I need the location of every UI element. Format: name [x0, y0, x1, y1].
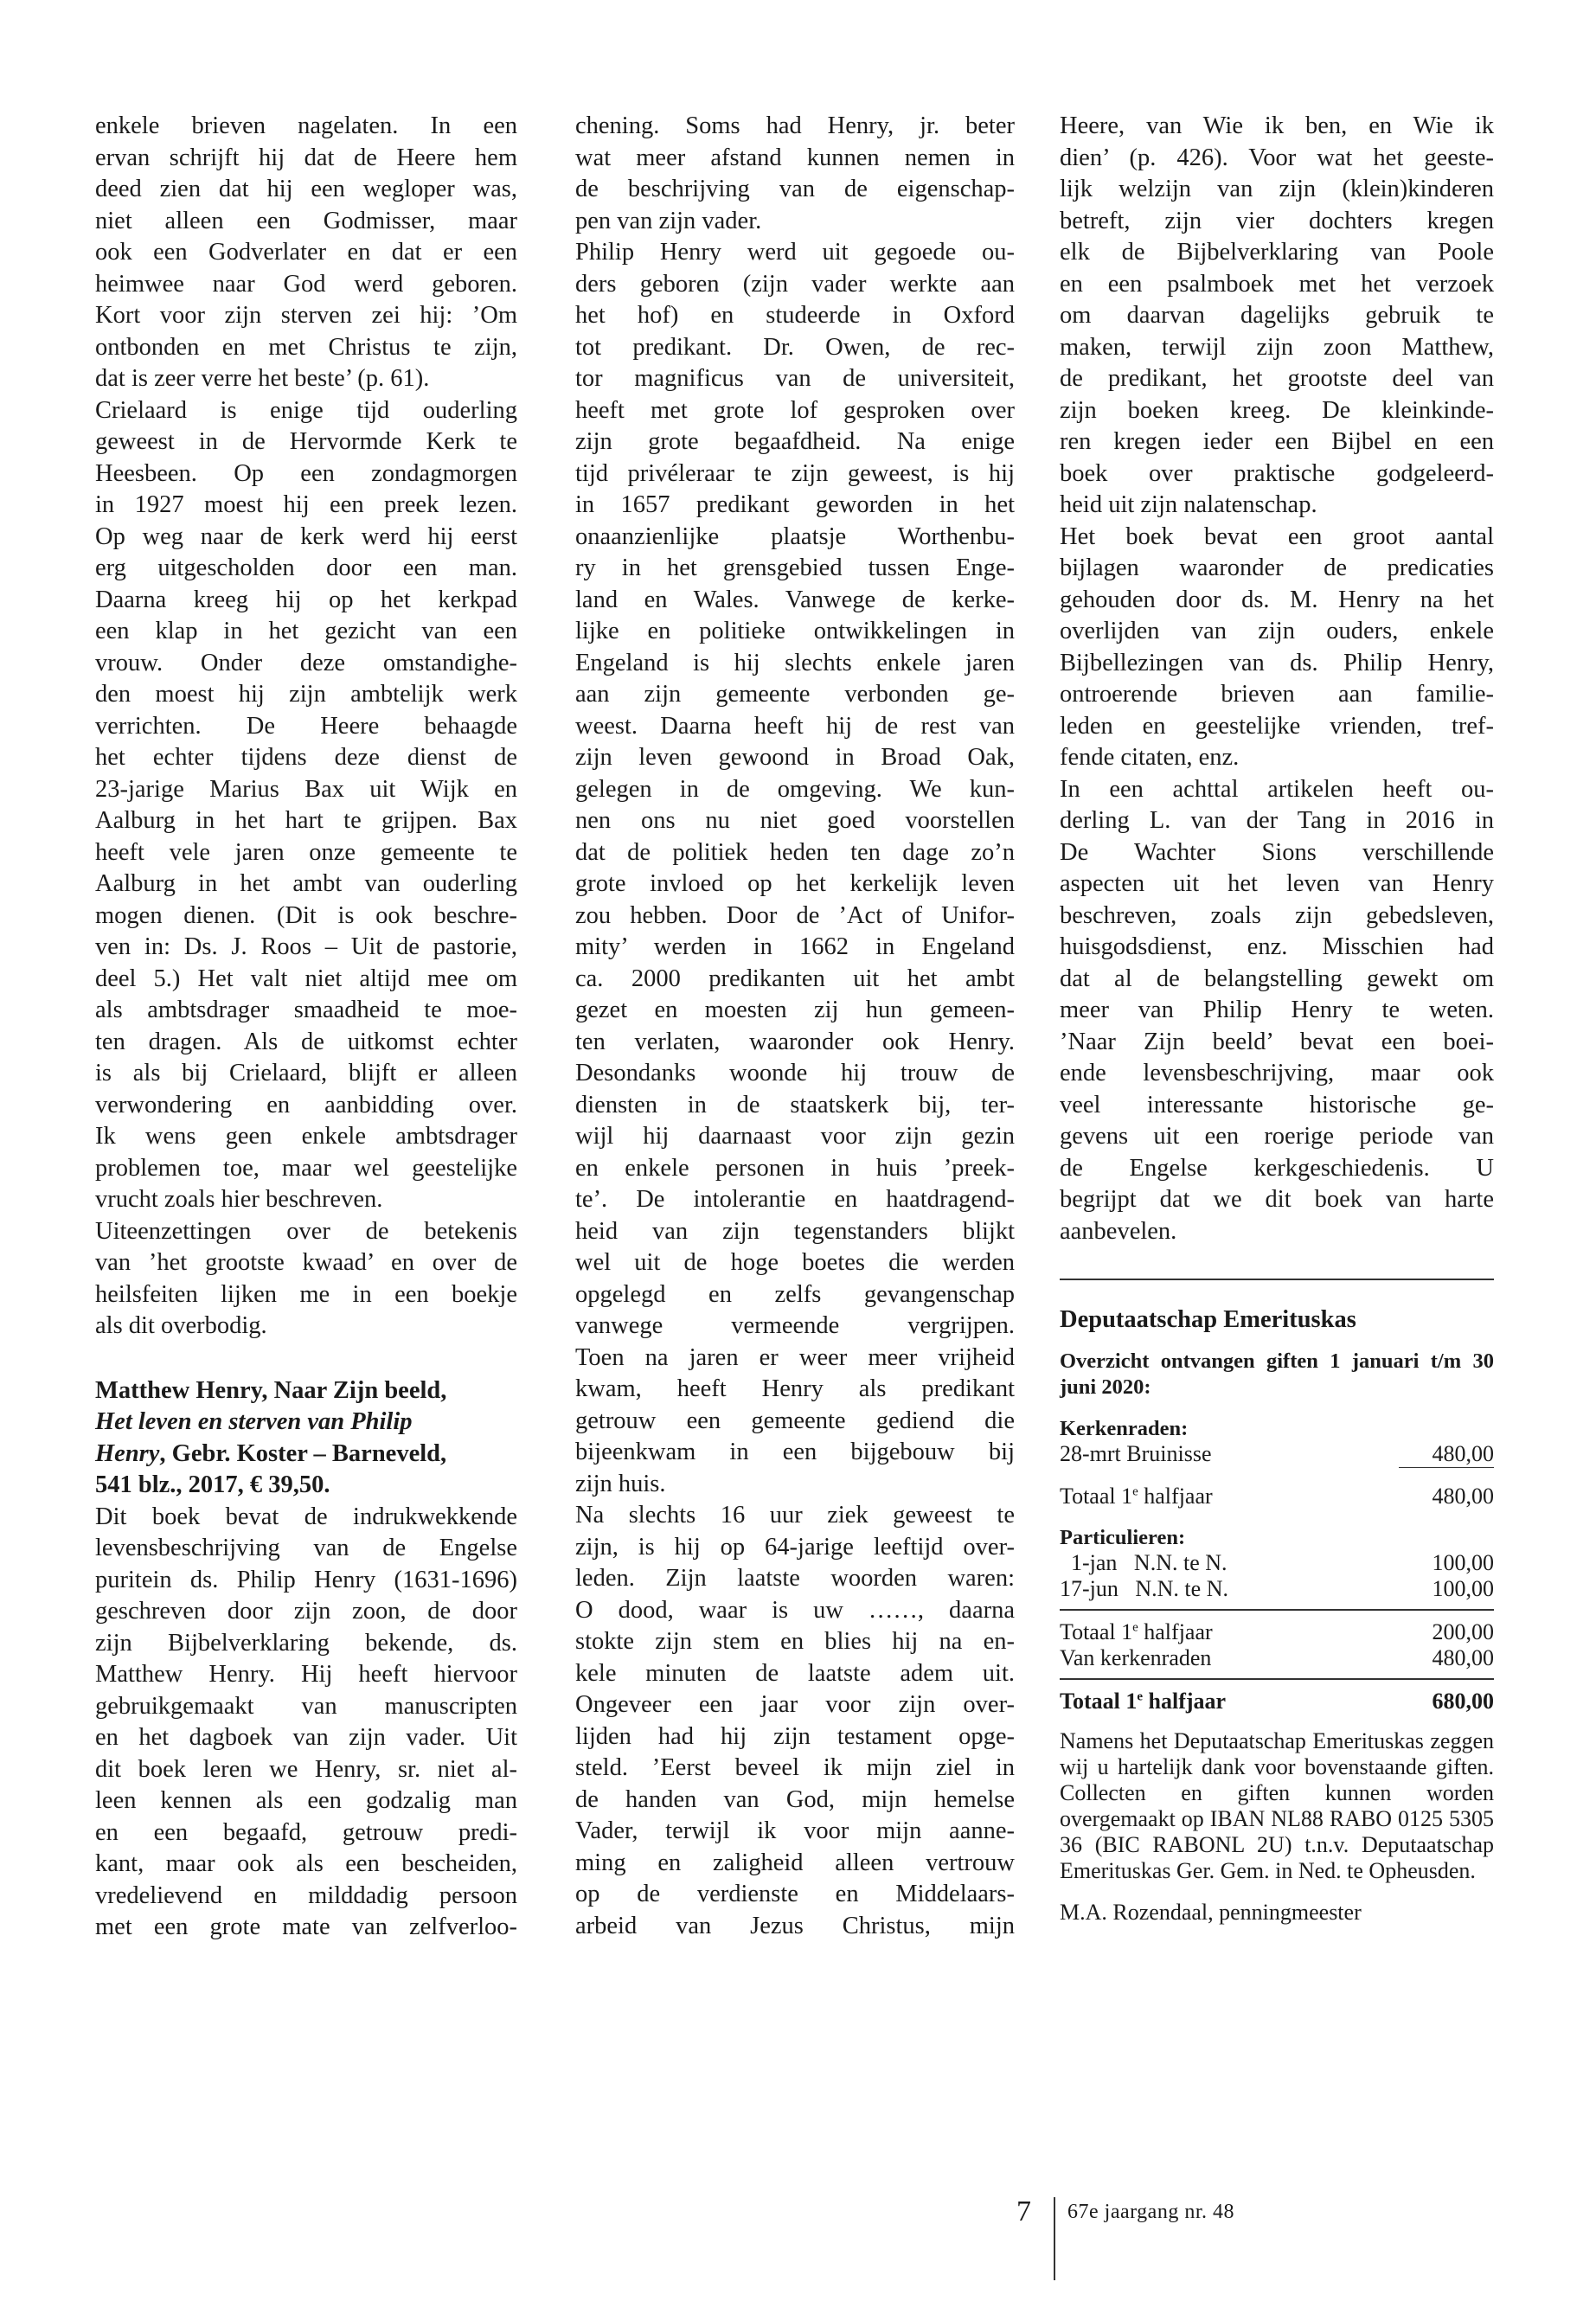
- col1-text-2: [95, 1502, 517, 1944]
- text-line: de predikant, het grootste deel van: [1060, 365, 1494, 392]
- text-line: heimwee naar God werd geboren.: [95, 270, 517, 298]
- text-line: Dit boek bevat de indrukwekkende: [95, 1503, 517, 1530]
- text-line: vredelievend en milddadig persoon: [95, 1881, 517, 1909]
- text-line: Daarna kreeg hij op het kerkpad: [95, 586, 517, 613]
- col2-text: [575, 111, 1015, 1942]
- text-line: als dit overbodig.: [95, 1312, 267, 1339]
- text-line: dien’ (p. 426). Voor wat het geeste-: [1060, 144, 1494, 171]
- text-line: deel 5.) Het valt niet altijd mee om: [95, 965, 517, 992]
- text-line: lijke en politieke ontwikkelingen in: [575, 618, 1015, 644]
- text-line: aanbevelen.: [1060, 1217, 1177, 1245]
- col3-text: [1060, 111, 1494, 1247]
- text-line: ende levensbeschrijving, maar ook: [1060, 1060, 1494, 1086]
- box-divider: [1060, 1279, 1494, 1280]
- text-line: arbeid van Jezus Christus, mijn: [575, 1912, 1015, 1939]
- text-line: wel uit de hoge boetes die werden: [575, 1249, 1015, 1276]
- text-line: zijn grote begaafdheid. Na enige: [575, 428, 1015, 455]
- text-line: Philip Henry werd uit gegoede ou-: [575, 239, 1015, 266]
- review-title-line-3: Henry: [95, 1439, 160, 1467]
- text-line: zijn huis.: [575, 1470, 666, 1497]
- kerkenraden-total-row: [1060, 1484, 1494, 1509]
- text-line: geschreven door zijn zoon, de door: [95, 1598, 517, 1625]
- text-line: ervan schrijft hij dat de Heere hem: [95, 144, 517, 171]
- text-line: De Wachter Sions verschillende: [1060, 838, 1494, 866]
- footer-divider: [1054, 2197, 1055, 2280]
- text-line: zijn leven gewoond in Broad Oak,: [575, 744, 1015, 771]
- text-line: in 1657 predikant geworden in het: [575, 491, 1015, 518]
- text-line: tor magnificus van de universiteit,: [575, 365, 1015, 392]
- text-line: onaanzienlijke plaatsje Worthenbu-: [575, 522, 1015, 550]
- text-line: elk de Bijbelverklaring van Poole: [1060, 239, 1494, 266]
- text-line: enkele brieven nagelaten. In een: [95, 112, 517, 139]
- text-line: en een begaafd, getrouw predi-: [95, 1818, 517, 1846]
- row-amount: 480,00: [1432, 1644, 1494, 1670]
- text-line: en enkele personen in huis ’preek-: [575, 1154, 1015, 1182]
- row-amount: 480,00: [1432, 1483, 1494, 1509]
- text-line: puritein ds. Philip Henry (1631-1696): [95, 1566, 517, 1593]
- text-line: fende citaten, enz.: [1060, 744, 1240, 771]
- text-line: is als bij Crielaard, blijft er alleen: [95, 1060, 517, 1086]
- text-line: ook een Godverlater en dat er een: [95, 239, 517, 266]
- text-line: In een achttal artikelen heeft ou-: [1060, 775, 1494, 803]
- sum-rule: [1060, 1609, 1494, 1611]
- text-line: den moest hij zijn ambtelijk werk: [95, 681, 517, 708]
- text-line: Bijbellezingen van ds. Philip Henry,: [1060, 649, 1494, 676]
- text-line: geweest in de Hervormde Kerk te: [95, 428, 517, 455]
- row-amount: 680,00: [1432, 1688, 1494, 1714]
- text-line: dit boek leren we Henry, sr. niet al-: [95, 1755, 517, 1783]
- row-amount: 100,00: [1432, 1575, 1494, 1601]
- row-label: 28-mrt Bruinisse: [1060, 1440, 1212, 1466]
- text-line: de Engelse kerkgeschiedenis. U: [1060, 1154, 1494, 1182]
- row-label: Totaal 1e halfjaar: [1060, 1618, 1213, 1644]
- text-line: Desondanks woonde hij trouw de: [575, 1060, 1015, 1086]
- text-line: Heere, van Wie ik ben, en Wie ik: [1060, 112, 1494, 139]
- text-line: nen ons nu niet goed voorstellen: [575, 807, 1015, 834]
- text-line: ontroerende brieven aan familie-: [1060, 681, 1494, 708]
- text-line: diensten in de staatskerk bij, ter-: [575, 1091, 1015, 1118]
- text-line: lijk welzijn van zijn (klein)kinderen: [1060, 176, 1494, 202]
- text-line: heid uit zijn nalatenschap.: [1060, 491, 1317, 518]
- text-line: ten dragen. Als de uitkomst echter: [95, 1028, 517, 1055]
- review-heading: [95, 1375, 517, 1502]
- text-line: gehouden door ds. M. Henry na het: [1060, 586, 1494, 613]
- text-line: ren kregen ieder een Bijbel en een: [1060, 428, 1494, 455]
- text-line: Toen na jaren er weer meer vrijheid: [575, 1343, 1015, 1371]
- text-line: verrichten. De Heere behaagde: [95, 712, 517, 740]
- text-line: Engeland is hij slechts enkele jaren: [575, 649, 1015, 676]
- text-line: zijn Bijbelverklaring bekende, ds.: [95, 1629, 517, 1657]
- text-line: dat al de belangstelling gewekt om: [1060, 965, 1494, 992]
- particulieren-row: [1060, 1576, 1494, 1602]
- column-3: [1060, 111, 1494, 1926]
- text-line: aspecten uit het leven van Henry: [1060, 870, 1494, 897]
- text-line: bijeenkwam in een bijgebouw bij: [575, 1439, 1015, 1465]
- text-line: mogen dienen. (Dit is ook beschre-: [95, 901, 517, 929]
- van-kerkenraden-row: [1060, 1645, 1494, 1671]
- review-title-line-1: Matthew Henry, Naar Zijn beeld,: [95, 1376, 447, 1404]
- row-label: 1-jan N.N. te N.: [1060, 1549, 1227, 1575]
- text-line: ten verlaten, waaronder ook Henry.: [575, 1028, 1015, 1055]
- text-line: van ’het grootste kwaad’ en over de: [95, 1249, 517, 1276]
- text-line: als ambtsdrager smaadheid te moe-: [95, 997, 517, 1023]
- text-line: de beschrijving van de eigenschap-: [575, 176, 1015, 202]
- row-label: Van kerkenraden: [1060, 1644, 1212, 1670]
- box-subtitle: Overzicht ontvangen giften 1 januari t/m 30 juni 2020:: [1060, 1349, 1494, 1399]
- review-title-line-5: 541 blz., 2017, € 39,50.: [95, 1471, 330, 1498]
- text-line: niet alleen een Godmisser, maar: [95, 207, 517, 234]
- review-title-line-2: Het leven en sterven van Philip: [95, 1408, 413, 1435]
- text-line: deed zien dat hij een wegloper was,: [95, 176, 517, 202]
- text-line: Op weg naar de kerk werd hij eerst: [95, 522, 517, 550]
- text-line: grote invloed op het kerkelijk leven: [575, 870, 1015, 897]
- text-line: bijlagen waaronder de predicaties: [1060, 554, 1494, 581]
- text-line: ca. 2000 predikanten uit het ambt: [575, 965, 1015, 992]
- text-line: wat meer afstand kunnen nemen in: [575, 144, 1015, 171]
- column-1: [95, 111, 517, 1944]
- text-line: weest. Daarna heeft hij de rest van: [575, 712, 1015, 740]
- text-line: opgelegd en zelfs gevangenschap: [575, 1280, 1015, 1308]
- text-line: begrijpt dat we dit boek van harte: [1060, 1186, 1494, 1213]
- text-line: heeft met grote lof gesproken over: [575, 396, 1015, 424]
- text-line: leden. Zijn laatste woorden waren:: [575, 1565, 1015, 1592]
- text-line: overlijden van zijn ouders, enkele: [1060, 618, 1494, 644]
- text-line: Na slechts 16 uur ziek geweest te: [575, 1502, 1015, 1529]
- text-line: te’. De intolerantie en haatdragend-: [575, 1186, 1015, 1213]
- text-line: Ongeveer een jaar voor zijn over-: [575, 1691, 1015, 1718]
- text-line: in 1927 moest hij een preek lezen.: [95, 491, 517, 518]
- text-line: wijl hij daarnaast voor zijn gezin: [575, 1123, 1015, 1150]
- text-line: gevens uit een roerige periode van: [1060, 1123, 1494, 1150]
- text-line: ’Naar Zijn beeld’ bevat een boei-: [1060, 1028, 1494, 1055]
- text-line: maken, terwijl zijn zoon Matthew,: [1060, 333, 1494, 361]
- text-line: levensbeschrijving van de Engelse: [95, 1535, 517, 1561]
- text-line: en het dagboek van zijn vader. Uit: [95, 1724, 517, 1751]
- box-title: Deputaatschap Emerituskas: [1060, 1306, 1356, 1333]
- page-number: 7: [1016, 2195, 1031, 2227]
- text-line: vrucht zoals hier beschreven.: [95, 1186, 383, 1213]
- text-line: chening. Soms had Henry, jr. beter: [575, 112, 1015, 139]
- text-line: leen kennen als een godzalig man: [95, 1787, 517, 1814]
- text-line: op de verdienste en Middelaars-: [575, 1881, 1015, 1907]
- text-line: getrouw een gemeente gediend die: [575, 1407, 1015, 1434]
- text-line: mity’ werden in 1662 in Engeland: [575, 933, 1015, 960]
- thanks-text: Namens het Deputaatschap Emerituskas zeggen wij u hartelijk dank voor bovenstaande giften. Collecten en giften kunnen worden overgemaakt op IBAN NL88 RABO 0125 5305 36 (BIC RABONL 2U) t.n.v. Deputaatschap Emerituskas Ger. Gem. in Ned. te Opheusden.: [1060, 1727, 1494, 1883]
- text-line: ming en zaligheid alleen vertrouw: [575, 1849, 1015, 1876]
- text-line: een klap in het gezicht van een: [95, 618, 517, 644]
- column-2: [575, 111, 1015, 1942]
- text-line: verwondering en aanbidding over.: [95, 1091, 517, 1118]
- text-line: Vader, terwijl ik voor mijn aanne-: [575, 1817, 1015, 1844]
- text-line: derling L. van der Tang in 2016 in: [1060, 807, 1494, 834]
- text-line: tijd privéleraar te zijn geweest, is hij: [575, 459, 1015, 487]
- text-line: ven in: Ds. J. Roos – Uit de pastorie,: [95, 933, 517, 960]
- text-line: 23-jarige Marius Bax uit Wijk en: [95, 775, 517, 803]
- text-line: kwam, heeft Henry als predikant: [575, 1375, 1015, 1402]
- text-line: heeft vele jaren onze gemeente te: [95, 838, 517, 866]
- text-line: Aalburg in het ambt van ouderling: [95, 870, 517, 897]
- text-line: pen van zijn vader.: [575, 207, 762, 234]
- review-title-line-4: , Gebr. Koster – Barneveld,: [159, 1439, 447, 1467]
- issue-label: 67e jaargang nr. 48: [1067, 2201, 1235, 2223]
- text-line: zijn boeken kreeg. De kleinkinde-: [1060, 396, 1494, 424]
- text-line: gezet en moesten zij hun gemeen-: [575, 997, 1015, 1023]
- text-line: vrouw. Onder deze omstandighe-: [95, 649, 517, 676]
- text-line: tot predikant. Dr. Owen, de rec-: [575, 333, 1015, 361]
- kerkenraden-row: [1060, 1441, 1494, 1468]
- col1-text: [95, 111, 517, 1343]
- sum-rule: [1060, 1678, 1494, 1680]
- text-line: Aalburg in het hart te grijpen. Bax: [95, 807, 517, 834]
- text-line: het echter tijdens deze dienst de: [95, 744, 517, 771]
- text-line: om daarvan dagelijks gebruik te: [1060, 302, 1494, 329]
- text-line: zijn, is hij op 64-jarige leeftijd over-: [575, 1533, 1015, 1561]
- text-line: Crielaard is enige tijd ouderling: [95, 396, 517, 424]
- text-line: Heesbeen. Op een zondagmorgen: [95, 459, 517, 487]
- text-line: steld. ’Eerst beveel ik mijn ziel in: [575, 1754, 1015, 1781]
- text-line: heid van zijn tegenstanders blijkt: [575, 1217, 1015, 1245]
- donations-box: [1060, 1304, 1494, 1926]
- text-line: Matthew Henry. Hij heeft hiervoor: [95, 1661, 517, 1688]
- text-line: en een psalmboek met het verzoek: [1060, 270, 1494, 298]
- signature: M.A. Rozendaal, penningmeester: [1060, 1899, 1362, 1925]
- grand-total-row: [1060, 1689, 1494, 1715]
- text-line: gebruikgemaakt van manuscripten: [95, 1692, 517, 1720]
- text-line: boek over praktische godgeleerd-: [1060, 459, 1494, 487]
- text-line: Kort voor zijn sterven zei hij: ’Om: [95, 302, 517, 329]
- text-line: leden en geestelijke vrienden, tref-: [1060, 712, 1494, 740]
- text-line: O dood, waar is uw ……, daarna: [575, 1596, 1015, 1624]
- text-line: zou hebben. Door de ’Act of Unifor-: [575, 901, 1015, 929]
- text-line: beschreven, zoals zijn gebedsleven,: [1060, 901, 1494, 929]
- text-line: Uiteenzettingen over de betekenis: [95, 1217, 517, 1245]
- text-line: gelegen in de omgeving. We kun-: [575, 775, 1015, 803]
- text-line: heilsfeiten lijken me in een boekje: [95, 1280, 517, 1308]
- text-line: het hof) en studeerde in Oxford: [575, 302, 1015, 329]
- text-line: huisgodsdienst, enz. Misschien had: [1060, 933, 1494, 960]
- text-line: veel interessante historische ge-: [1060, 1091, 1494, 1118]
- text-line: lijden had hij zijn testament opge-: [575, 1722, 1015, 1750]
- text-line: meer van Philip Henry te weten.: [1060, 997, 1494, 1023]
- text-line: betreft, zijn vier dochters kregen: [1060, 207, 1494, 234]
- particulieren-row: [1060, 1550, 1494, 1576]
- row-amount: 480,00: [1399, 1441, 1494, 1468]
- kerkenraden-title: Kerkenraden:: [1060, 1416, 1189, 1440]
- text-line: problemen toe, maar wel geestelijke: [95, 1154, 517, 1182]
- text-line: aan zijn gemeente verbonden ge-: [575, 681, 1015, 708]
- text-line: ders geboren (zijn vader werkte aan: [575, 270, 1015, 298]
- row-amount: 200,00: [1432, 1618, 1494, 1644]
- text-line: land en Wales. Vanwege de kerke-: [575, 586, 1015, 613]
- text-line: ry in het grensgebied tussen Enge-: [575, 554, 1015, 581]
- row-label: 17-jun N.N. te N.: [1060, 1575, 1228, 1601]
- text-line: erg uitgescholden door een man.: [95, 554, 517, 581]
- text-line: ontbonden en met Christus te zijn,: [95, 333, 517, 361]
- text-line: kele minuten de laatste adem uit.: [575, 1659, 1015, 1687]
- row-label: Totaal 1e halfjaar: [1060, 1688, 1227, 1714]
- text-line: de handen van God, mijn hemelse: [575, 1785, 1015, 1813]
- particulieren-title: Particulieren:: [1060, 1525, 1186, 1549]
- text-line: Ik wens geen enkele ambtsdrager: [95, 1123, 517, 1150]
- row-amount: 100,00: [1432, 1549, 1494, 1575]
- particulieren-total-row: [1060, 1619, 1494, 1645]
- text-line: stokte zijn stem en blies hij na en-: [575, 1628, 1015, 1655]
- text-line: kant, maar ook als een bescheiden,: [95, 1850, 517, 1877]
- text-line: Het boek bevat een groot aantal: [1060, 522, 1494, 550]
- row-label: Totaal 1e halfjaar: [1060, 1483, 1213, 1509]
- text-line: dat is zeer verre het beste’ (p. 61).: [95, 365, 430, 392]
- text-line: met een grote mate van zelfverloo-: [95, 1913, 517, 1940]
- text-line: vanwege vermeende vergrijpen.: [575, 1312, 1015, 1339]
- text-line: dat de politiek heden ten dage zo’n: [575, 838, 1015, 866]
